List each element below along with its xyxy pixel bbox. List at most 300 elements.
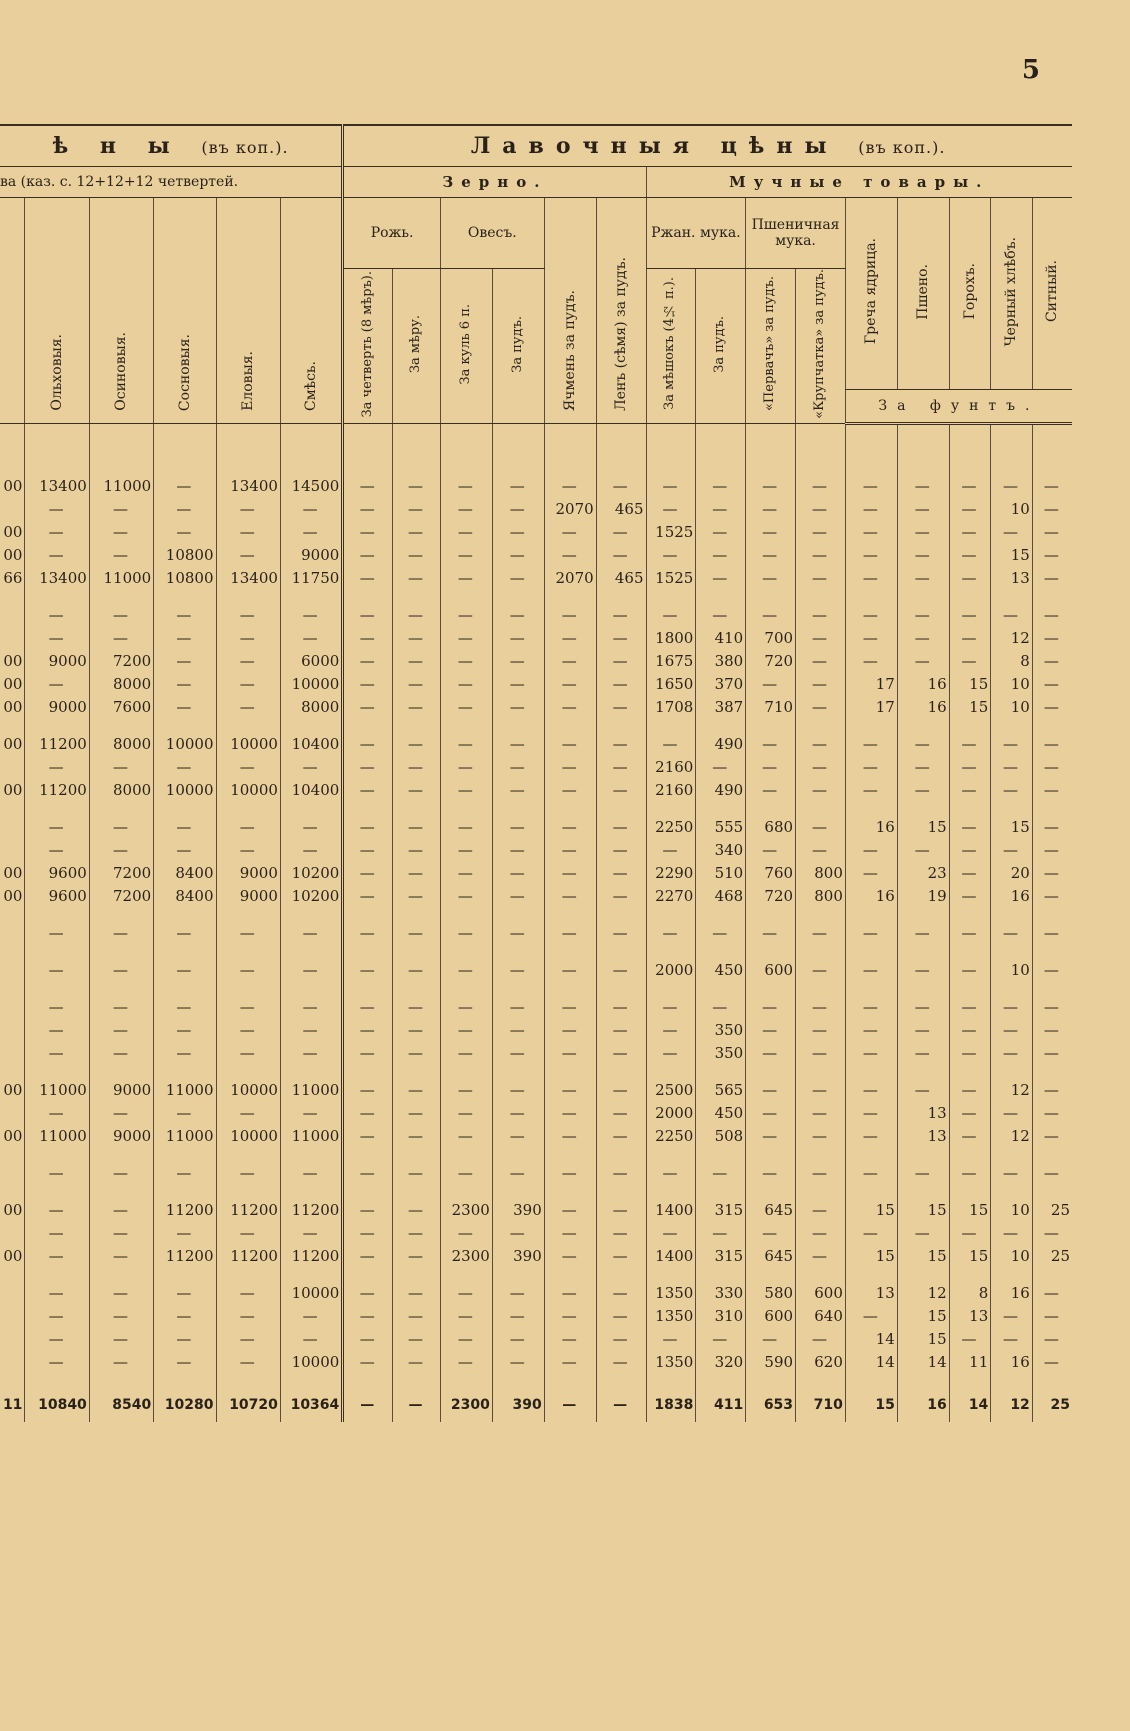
table-cell: —	[696, 475, 746, 498]
table-cell: 13400	[216, 567, 280, 590]
table-cell	[1032, 1268, 1072, 1282]
table-cell: 1838	[646, 1388, 696, 1422]
table-cell: 10000	[216, 1125, 280, 1148]
table-cell: 11200	[280, 1199, 342, 1222]
table-cell	[897, 1185, 949, 1199]
table-cell: —	[393, 567, 441, 590]
left-title-text: ѣ н ы	[52, 133, 182, 159]
table-cell: —	[696, 1162, 746, 1185]
table-cell: —	[343, 673, 393, 696]
table-cell: —	[897, 627, 949, 650]
table-cell: —	[845, 627, 897, 650]
table-cell: —	[393, 1079, 441, 1102]
table-cell	[544, 802, 596, 816]
table-cell: —	[216, 673, 280, 696]
table-row	[0, 1079, 1072, 1102]
table-gap-row	[0, 1268, 1072, 1282]
table-cell	[492, 982, 544, 996]
table-cell: —	[596, 1102, 646, 1125]
table-gap-row	[0, 590, 1072, 604]
table-cell	[845, 590, 897, 604]
table-cell: —	[1032, 544, 1072, 567]
table-cell	[0, 1162, 25, 1185]
table-cell: —	[746, 521, 796, 544]
table-cell: —	[1032, 1162, 1072, 1185]
table-cell: —	[89, 627, 153, 650]
col-rye-flour-bag	[646, 269, 696, 424]
table-cell	[544, 982, 596, 996]
table-cell: 6000	[280, 650, 342, 673]
table-cell	[343, 908, 393, 922]
table-cell: —	[343, 1042, 393, 1065]
col-aspen	[89, 198, 153, 424]
table-cell: —	[492, 1328, 544, 1351]
table-cell: 10364	[280, 1388, 342, 1422]
table-cell: —	[796, 521, 846, 544]
table-cell: —	[746, 673, 796, 696]
table-cell	[746, 802, 796, 816]
table-cell: 13400	[25, 567, 89, 590]
table-cell: —	[646, 1019, 696, 1042]
table-cell: —	[596, 604, 646, 627]
table-row	[0, 839, 1072, 862]
col-rye-quarter	[343, 269, 393, 424]
table-cell: 800	[796, 885, 846, 908]
table-cell: —	[343, 922, 393, 945]
table-row	[0, 756, 1072, 779]
table-cell: 12	[991, 1388, 1033, 1422]
table-cell: —	[949, 498, 991, 521]
table-cell	[154, 719, 216, 733]
table-cell: —	[154, 1102, 216, 1125]
table-cell: —	[440, 839, 492, 862]
col-barley	[544, 198, 596, 424]
table-cell: 720	[746, 650, 796, 673]
table-cell: —	[544, 922, 596, 945]
table-cell	[1032, 590, 1072, 604]
table-cell: —	[492, 733, 544, 756]
table-cell: 700	[746, 627, 796, 650]
table-cell: —	[544, 1282, 596, 1305]
table-cell: —	[393, 696, 441, 719]
table-cell: —	[544, 1328, 596, 1351]
table-cell: 10000	[216, 779, 280, 802]
table-cell	[796, 802, 846, 816]
table-cell: —	[897, 733, 949, 756]
table-cell: —	[897, 779, 949, 802]
table-cell: —	[746, 1019, 796, 1042]
table-cell: 370	[696, 673, 746, 696]
table-cell: —	[544, 1125, 596, 1148]
table-cell: —	[440, 922, 492, 945]
table-cell: 9000	[25, 696, 89, 719]
col-millet	[897, 198, 949, 390]
table-cell: 15	[897, 1245, 949, 1268]
table-cell: —	[154, 1351, 216, 1374]
table-cell	[440, 1065, 492, 1079]
table-cell: —	[596, 839, 646, 862]
table-cell: —	[596, 816, 646, 839]
table-cell: —	[845, 1042, 897, 1065]
table-cell: —	[343, 996, 393, 1019]
table-cell: —	[440, 816, 492, 839]
table-cell: 16	[897, 1388, 949, 1422]
table-cell: 490	[696, 733, 746, 756]
table-cell: 640	[796, 1305, 846, 1328]
table-cell	[216, 802, 280, 816]
table-cell	[440, 1185, 492, 1199]
table-cell: —	[343, 475, 393, 498]
table-cell: 2070	[544, 498, 596, 521]
table-cell: —	[1032, 567, 1072, 590]
table-cell	[596, 908, 646, 922]
table-cell: —	[949, 1042, 991, 1065]
table-cell: —	[596, 544, 646, 567]
table-cell: —	[440, 1019, 492, 1042]
table-cell: 17	[845, 673, 897, 696]
table-cell: —	[280, 996, 342, 1019]
table-cell: —	[492, 816, 544, 839]
table-cell: 600	[746, 1305, 796, 1328]
table-cell: —	[440, 1042, 492, 1065]
table-cell	[1032, 719, 1072, 733]
table-cell	[897, 982, 949, 996]
table-cell: 00	[3, 781, 23, 800]
table-cell: —	[596, 1222, 646, 1245]
table-row	[0, 498, 1072, 521]
table-cell: 11000	[25, 1125, 89, 1148]
table-cell: —	[991, 1305, 1033, 1328]
table-cell: —	[393, 650, 441, 673]
table-cell: 1800	[646, 627, 696, 650]
table-cell: —	[845, 1222, 897, 1245]
table-cell: —	[746, 604, 796, 627]
table-cell	[154, 1065, 216, 1079]
table-cell: 11	[2, 1396, 23, 1413]
table-cell: —	[596, 1351, 646, 1374]
table-cell: 2000	[646, 1102, 696, 1125]
table-cell	[746, 1374, 796, 1388]
table-cell: 680	[746, 816, 796, 839]
table-cell: —	[1032, 922, 1072, 945]
table-cell: —	[696, 1328, 746, 1351]
table-cell	[949, 945, 991, 959]
table-cell: —	[845, 733, 897, 756]
table-cell: —	[1032, 885, 1072, 908]
table-row	[0, 1305, 1072, 1328]
table-cell: —	[544, 1351, 596, 1374]
table-cell: —	[440, 1079, 492, 1102]
table-cell: —	[154, 1042, 216, 1065]
table-cell: 2000	[646, 959, 696, 982]
table-cell	[596, 1268, 646, 1282]
table-cell: —	[991, 1042, 1033, 1065]
table-cell: 10000	[280, 1282, 342, 1305]
table-cell: 760	[746, 862, 796, 885]
table-cell	[492, 802, 544, 816]
table-cell: 11200	[154, 1245, 216, 1268]
table-cell: 15	[897, 1305, 949, 1328]
table-cell: 11200	[25, 779, 89, 802]
table-cell: —	[25, 544, 89, 567]
col-rye-flour-pud	[696, 269, 746, 424]
table-cell	[991, 1065, 1033, 1079]
table-cell: —	[25, 1042, 89, 1065]
table-cell: 13400	[25, 475, 89, 498]
table-cell: —	[544, 627, 596, 650]
table-cell	[0, 1185, 25, 1199]
table-cell: —	[991, 1328, 1033, 1351]
table-cell: 16	[845, 885, 897, 908]
table-cell	[746, 908, 796, 922]
table-cell: 390	[492, 1199, 544, 1222]
table-cell: —	[646, 1328, 696, 1351]
table-cell: 411	[696, 1388, 746, 1422]
table-cell: —	[343, 1282, 393, 1305]
table-cell: 00	[3, 652, 23, 671]
table-cell: —	[492, 1019, 544, 1042]
table-cell: 330	[696, 1282, 746, 1305]
table-cell: 390	[492, 1245, 544, 1268]
table-cell: 00	[3, 675, 23, 694]
table-cell: —	[280, 1102, 342, 1125]
table-cell: 2300	[440, 1199, 492, 1222]
table-cell: —	[696, 922, 746, 945]
table-cell	[596, 1374, 646, 1388]
table-row	[0, 1351, 1072, 1374]
table-cell: 13	[991, 567, 1033, 590]
table-cell: —	[343, 1199, 393, 1222]
table-cell: —	[89, 922, 153, 945]
table-cell: 1350	[646, 1282, 696, 1305]
table-cell: —	[343, 521, 393, 544]
table-cell: —	[949, 627, 991, 650]
table-cell: 11000	[154, 1079, 216, 1102]
table-cell: —	[440, 544, 492, 567]
col-rye-measure	[393, 269, 441, 424]
table-cell: 720	[746, 885, 796, 908]
table-cell: 380	[696, 650, 746, 673]
table-cell	[492, 1374, 544, 1388]
table-cell: —	[596, 1042, 646, 1065]
table-cell: —	[440, 475, 492, 498]
table-cell	[89, 982, 153, 996]
table-cell: 2270	[646, 885, 696, 908]
table-cell	[949, 802, 991, 816]
table-row	[0, 816, 1072, 839]
table-cell: —	[25, 1102, 89, 1125]
table-cell	[393, 1185, 441, 1199]
table-cell: —	[949, 1079, 991, 1102]
table-cell: —	[796, 567, 846, 590]
table-cell: 8	[991, 650, 1033, 673]
table-gap-row	[0, 1374, 1072, 1388]
table-cell	[0, 1374, 25, 1388]
table-cell: 9000	[89, 1079, 153, 1102]
table-cell	[544, 1374, 596, 1388]
table-cell: —	[440, 1305, 492, 1328]
table-cell	[897, 802, 949, 816]
table-cell: —	[393, 885, 441, 908]
table-cell: —	[154, 673, 216, 696]
table-cell: —	[440, 779, 492, 802]
page-number: 5	[1021, 55, 1040, 85]
table-cell: —	[646, 922, 696, 945]
table-cell	[216, 1065, 280, 1079]
table-cell: —	[492, 498, 544, 521]
table-cell: —	[897, 604, 949, 627]
table-cell: —	[89, 1042, 153, 1065]
table-cell: 508	[696, 1125, 746, 1148]
table-cell	[845, 719, 897, 733]
table-cell: —	[991, 1222, 1033, 1245]
table-cell: —	[393, 1019, 441, 1042]
table-cell: —	[596, 959, 646, 982]
table-row	[0, 521, 1072, 544]
table-cell: —	[343, 959, 393, 982]
table-cell: 9000	[280, 544, 342, 567]
table-cell: —	[949, 779, 991, 802]
table-cell	[0, 1351, 25, 1374]
table-cell: —	[596, 475, 646, 498]
table-cell	[696, 1148, 746, 1162]
table-cell: 1650	[646, 673, 696, 696]
table-cell	[796, 1268, 846, 1282]
table-cell: —	[492, 1042, 544, 1065]
table-cell: —	[440, 959, 492, 982]
table-cell: —	[440, 996, 492, 1019]
table-cell: 11750	[280, 567, 342, 590]
table-cell	[796, 1065, 846, 1079]
table-cell: 390	[492, 1388, 544, 1422]
table-cell: —	[991, 996, 1033, 1019]
table-cell: —	[25, 604, 89, 627]
table-cell	[440, 1374, 492, 1388]
table-cell	[646, 719, 696, 733]
table-cell	[0, 1282, 25, 1305]
table-cell	[596, 1185, 646, 1199]
table-cell: 10800	[154, 567, 216, 590]
table-cell: —	[393, 627, 441, 650]
table-cell: 15	[845, 1199, 897, 1222]
table-cell	[746, 1065, 796, 1079]
table-cell: —	[89, 756, 153, 779]
table-cell: —	[746, 733, 796, 756]
table-cell: —	[696, 1222, 746, 1245]
table-cell	[1032, 1374, 1072, 1388]
left-subtitle: ва (каз. с. 12+12+12 четвертей.	[0, 167, 343, 198]
table-cell: —	[154, 627, 216, 650]
table-cell	[897, 1268, 949, 1282]
table-cell: —	[796, 498, 846, 521]
table-cell: —	[796, 1042, 846, 1065]
table-cell	[492, 1065, 544, 1079]
table-cell: —	[746, 996, 796, 1019]
table-cell: —	[1032, 1079, 1072, 1102]
table-cell: —	[897, 1079, 949, 1102]
table-gap-row	[0, 908, 1072, 922]
table-cell	[280, 982, 342, 996]
table-cell: —	[492, 604, 544, 627]
table-cell: —	[596, 862, 646, 885]
table-cell: —	[646, 544, 696, 567]
table-cell	[796, 1374, 846, 1388]
table-cell: —	[343, 756, 393, 779]
table-spacer	[0, 423, 1072, 475]
table-cell	[393, 590, 441, 604]
table-cell: —	[1032, 1328, 1072, 1351]
table-cell: —	[949, 862, 991, 885]
price-table	[0, 124, 1072, 1422]
table-cell: 10000	[216, 733, 280, 756]
table-cell	[343, 1268, 393, 1282]
table-cell: —	[492, 1305, 544, 1328]
table-cell: —	[544, 1079, 596, 1102]
table-cell	[343, 719, 393, 733]
table-cell	[216, 1148, 280, 1162]
table-cell: 11000	[280, 1125, 342, 1148]
col-krupchatka	[796, 269, 846, 424]
table-cell: —	[154, 1222, 216, 1245]
table-cell: 10800	[154, 544, 216, 567]
table-cell	[949, 1065, 991, 1079]
table-cell: 590	[746, 1351, 796, 1374]
table-cell: —	[746, 922, 796, 945]
table-cell	[544, 1268, 596, 1282]
table-cell: 15	[897, 1199, 949, 1222]
table-cell: —	[216, 922, 280, 945]
table-cell	[696, 1065, 746, 1079]
col-krupchatka-label: «Крупчатка» за пудъ.	[812, 269, 827, 419]
table-cell	[216, 719, 280, 733]
table-cell: 15	[949, 1199, 991, 1222]
table-cell: 11000	[89, 567, 153, 590]
table-cell: —	[991, 733, 1033, 756]
table-cell: —	[845, 521, 897, 544]
table-cell: —	[596, 1388, 646, 1422]
table-cell: —	[492, 756, 544, 779]
table-cell: 12	[897, 1282, 949, 1305]
table-row	[0, 696, 1072, 719]
table-cell: —	[89, 1245, 153, 1268]
table-cell	[0, 1102, 25, 1125]
table-row	[0, 1125, 1072, 1148]
table-cell: —	[544, 885, 596, 908]
table-cell	[796, 1185, 846, 1199]
table-cell: —	[343, 567, 393, 590]
table-row	[0, 1222, 1072, 1245]
table-cell: 15	[949, 673, 991, 696]
col-rye-measure-label: За мѣру.	[408, 314, 424, 373]
table-cell	[845, 802, 897, 816]
table-row	[0, 1019, 1072, 1042]
table-cell: 13400	[216, 475, 280, 498]
table-cell: 15	[991, 544, 1033, 567]
table-cell: —	[544, 996, 596, 1019]
table-cell: —	[796, 1245, 846, 1268]
table-cell: —	[746, 1222, 796, 1245]
table-cell: 510	[696, 862, 746, 885]
table-row	[0, 996, 1072, 1019]
table-cell: —	[393, 498, 441, 521]
table-cell: —	[1032, 996, 1072, 1019]
table-cell	[1032, 1148, 1072, 1162]
table-cell	[0, 908, 25, 922]
table-cell: 465	[596, 567, 646, 590]
table-cell: —	[897, 1019, 949, 1042]
table-cell	[25, 802, 89, 816]
table-cell: —	[1032, 959, 1072, 982]
